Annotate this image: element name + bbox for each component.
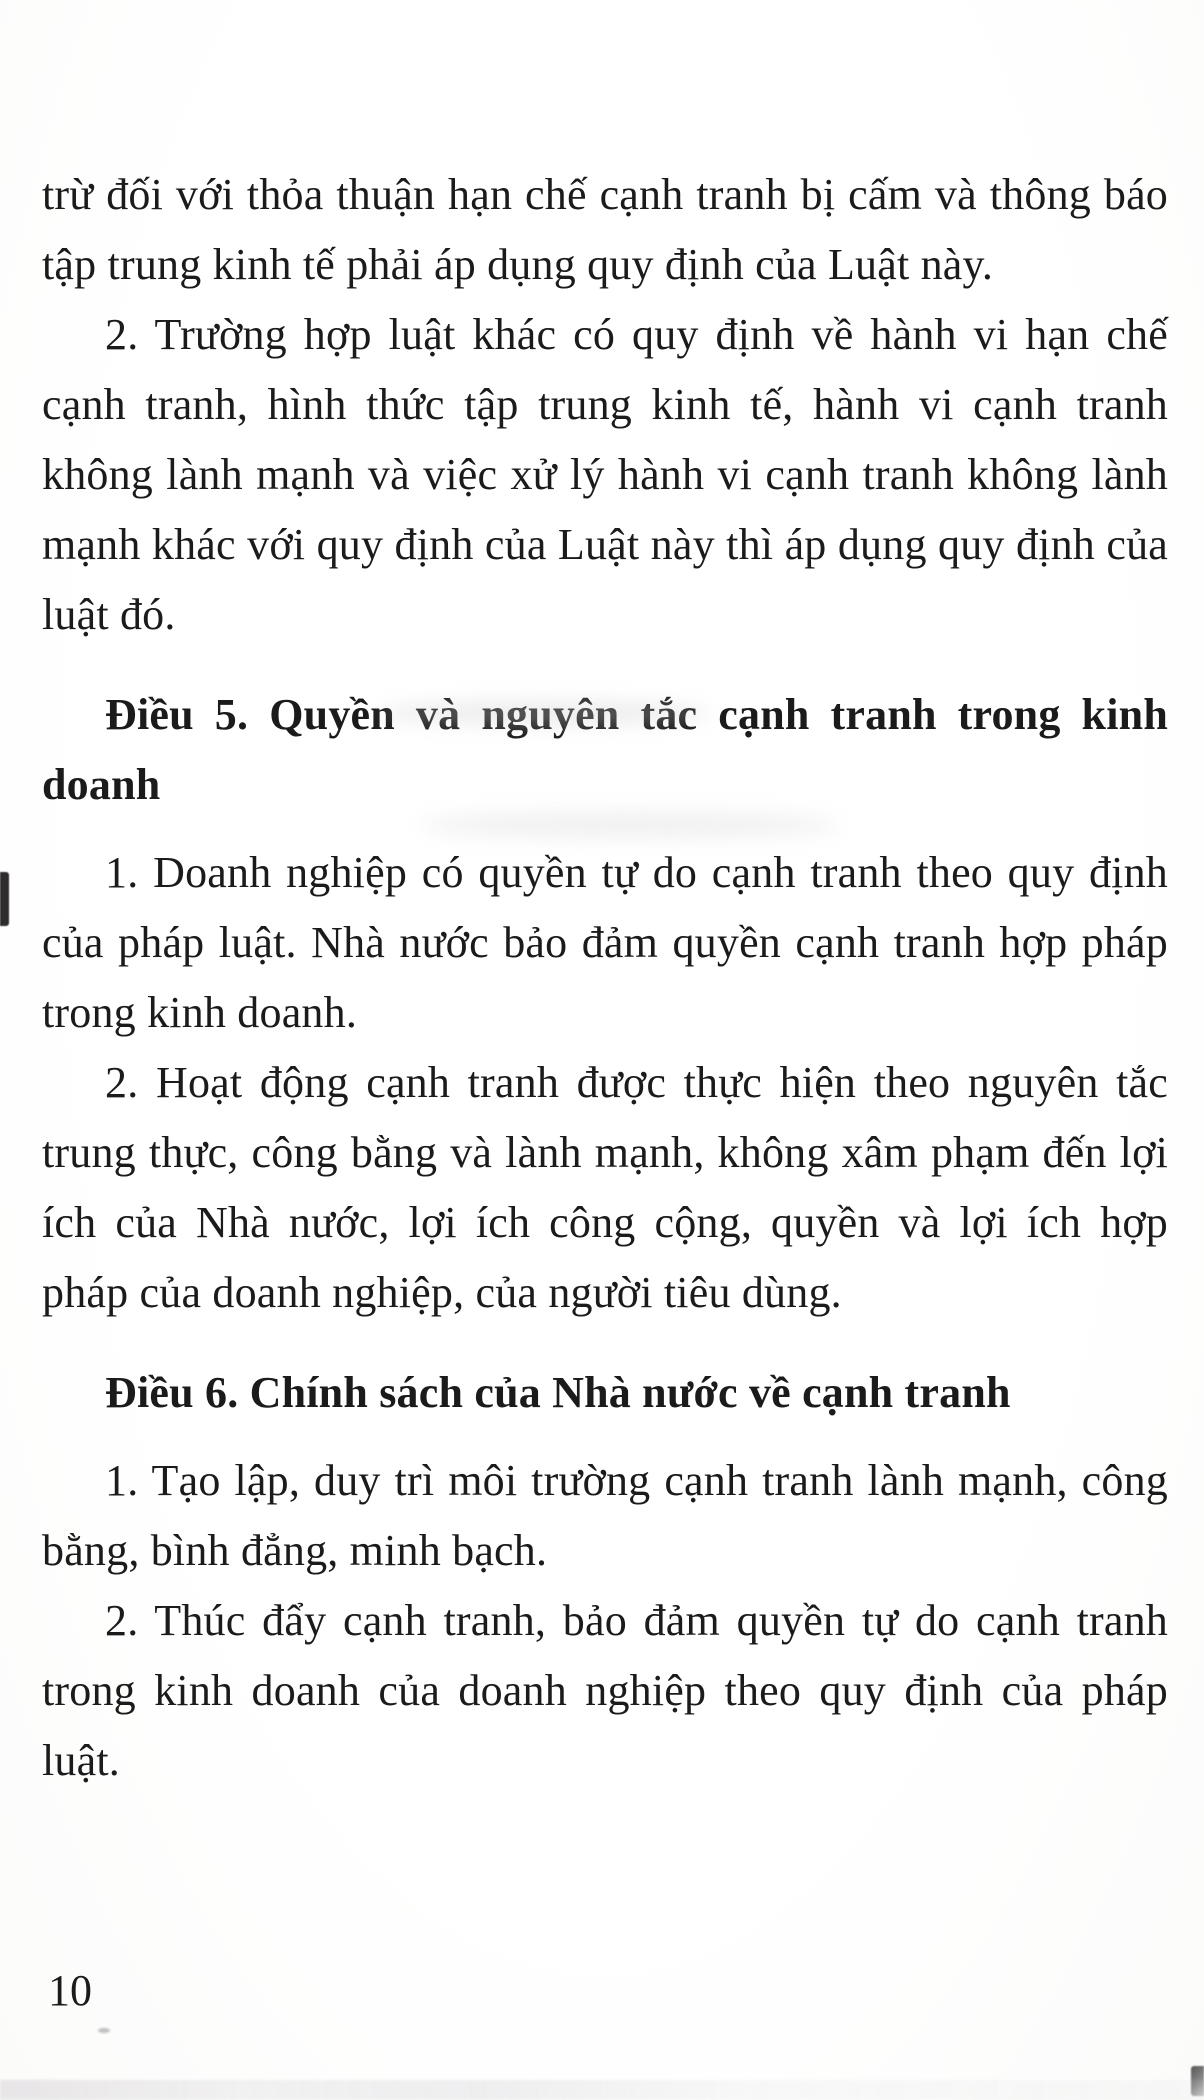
paragraph-clause-2-article-4: 2. Trường hợp luật khác có quy định về hành vi hạn chế cạnh tranh, hình thức tập trung kinh tế, hành vi cạnh tranh không lành mạnh và việc xử lý hành vi cạnh tranh không lành mạnh khác với quy định của Luật này thì áp dụng quy định của luật đó. — [42, 310, 1168, 639]
paragraph-clause-2-article-6: 2. Thúc đẩy cạnh tranh, bảo đảm quyền tự do cạnh tranh trong kinh doanh của doanh nghiệp theo quy định của pháp luật. — [42, 1596, 1168, 1785]
scan-bleedthrough-band — [0, 2080, 1204, 2100]
paragraph-clause-1-article-6: 1. Tạo lập, duy trì môi trường cạnh tranh lành mạnh, công bằng, bình đẳng, minh bạch. — [42, 1456, 1168, 1575]
scan-bleedthrough-smudge — [380, 700, 710, 726]
scan-mark-left-edge — [0, 872, 9, 926]
article-5-heading: Điều 5. Quyền và nguyên tắc cạnh tranh trong kinh doanh — [42, 690, 1168, 809]
text-block — [42, 160, 1168, 1796]
paragraph-clause-2-article-5: 2. Hoạt động cạnh tranh được thực hiện theo nguyên tắc trung thực, công bằng và lành mạnh, không xâm phạm đến lợi ích của Nhà nước, lợi ích công cộng, quyền và lợi ích hợp pháp của doanh nghiệp, của người tiêu dùng. — [42, 1058, 1168, 1317]
paragraph-clause-1-article-5: 1. Doanh nghiệp có quyền tự do cạnh tranh theo quy định của pháp luật. Nhà nước bảo đảm quyền cạnh tranh hợp pháp trong kinh doanh. — [42, 848, 1168, 1037]
scan-speck — [98, 2028, 110, 2033]
paragraph-continuation: trừ đối với thỏa thuận hạn chế cạnh tranh bị cấm và thông báo tập trung kinh tế phải áp dụng quy định của Luật này. — [42, 170, 1168, 289]
scan-bleedthrough-smudge — [420, 812, 840, 838]
article-6-heading: Điều 6. Chính sách của Nhà nước về cạnh tranh — [105, 1368, 1011, 1417]
page-number: 10 — [48, 1966, 92, 2015]
